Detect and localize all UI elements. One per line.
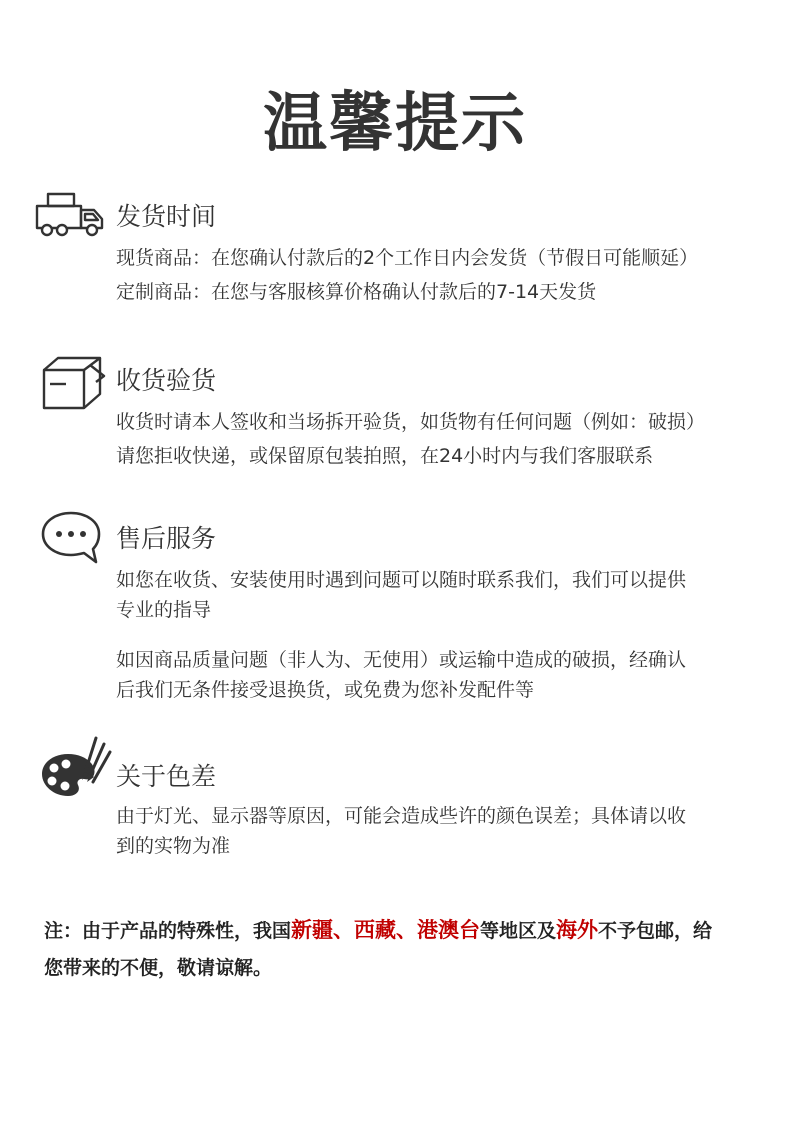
section-line: 请您拒收快递，或保留原包装拍照，在24小时内与我们客服联系 — [116, 445, 654, 467]
section-heading: 售后服务 — [116, 524, 217, 553]
chat-bubble-icon — [40, 510, 102, 566]
section-heading: 发货时间 — [116, 202, 217, 231]
section-line: 由于灯光、显示器等原因，可能会造成些许的颜色误差；具体请以收 — [116, 805, 687, 827]
note-middle: 等地区及 — [480, 920, 557, 942]
truck-icon — [34, 192, 106, 240]
note-line-2: 您带来的不便，敬请谅解。 — [44, 957, 273, 979]
section-line: 专业的指导 — [116, 599, 212, 621]
section-line: 如您在收货、安装使用时遇到问题可以随时联系我们，我们可以提供 — [116, 569, 687, 591]
note-suffix: 不予包邮，给 — [598, 920, 713, 942]
section-shipping-time — [0, 186, 790, 316]
section-heading: 收货验货 — [116, 366, 217, 395]
section-line: 后我们无条件接受退换货，或免费为您补发配件等 — [116, 679, 535, 701]
section-heading: 关于色差 — [116, 762, 217, 791]
page-title: 温馨提示 — [263, 87, 527, 161]
palette-icon — [38, 736, 114, 804]
section-line: 现货商品：在您确认付款后的2个工作日内会发货（节假日可能顺延） — [116, 247, 699, 269]
note-region-highlight: 新疆、西藏、港澳台 — [291, 918, 481, 942]
note-overseas-highlight: 海外 — [556, 918, 599, 942]
section-line: 如因商品质量问题（非人为、无使用）或运输中造成的破损，经确认 — [116, 649, 687, 671]
section-line: 收货时请本人签收和当场拆开验货，如货物有任何问题（例如：破损） — [116, 411, 706, 433]
section-receipt-inspection — [0, 350, 790, 480]
section-color-difference — [0, 736, 790, 866]
note-line-1 — [44, 912, 712, 949]
section-line: 定制商品：在您与客服核算价格确认付款后的7-14天发货 — [116, 281, 597, 303]
box-icon — [38, 354, 108, 412]
section-after-sales — [0, 508, 790, 708]
section-line: 到的实物为准 — [116, 835, 231, 857]
shipping-note — [0, 912, 790, 992]
note-prefix: 注：由于产品的特殊性，我国 — [44, 920, 292, 942]
